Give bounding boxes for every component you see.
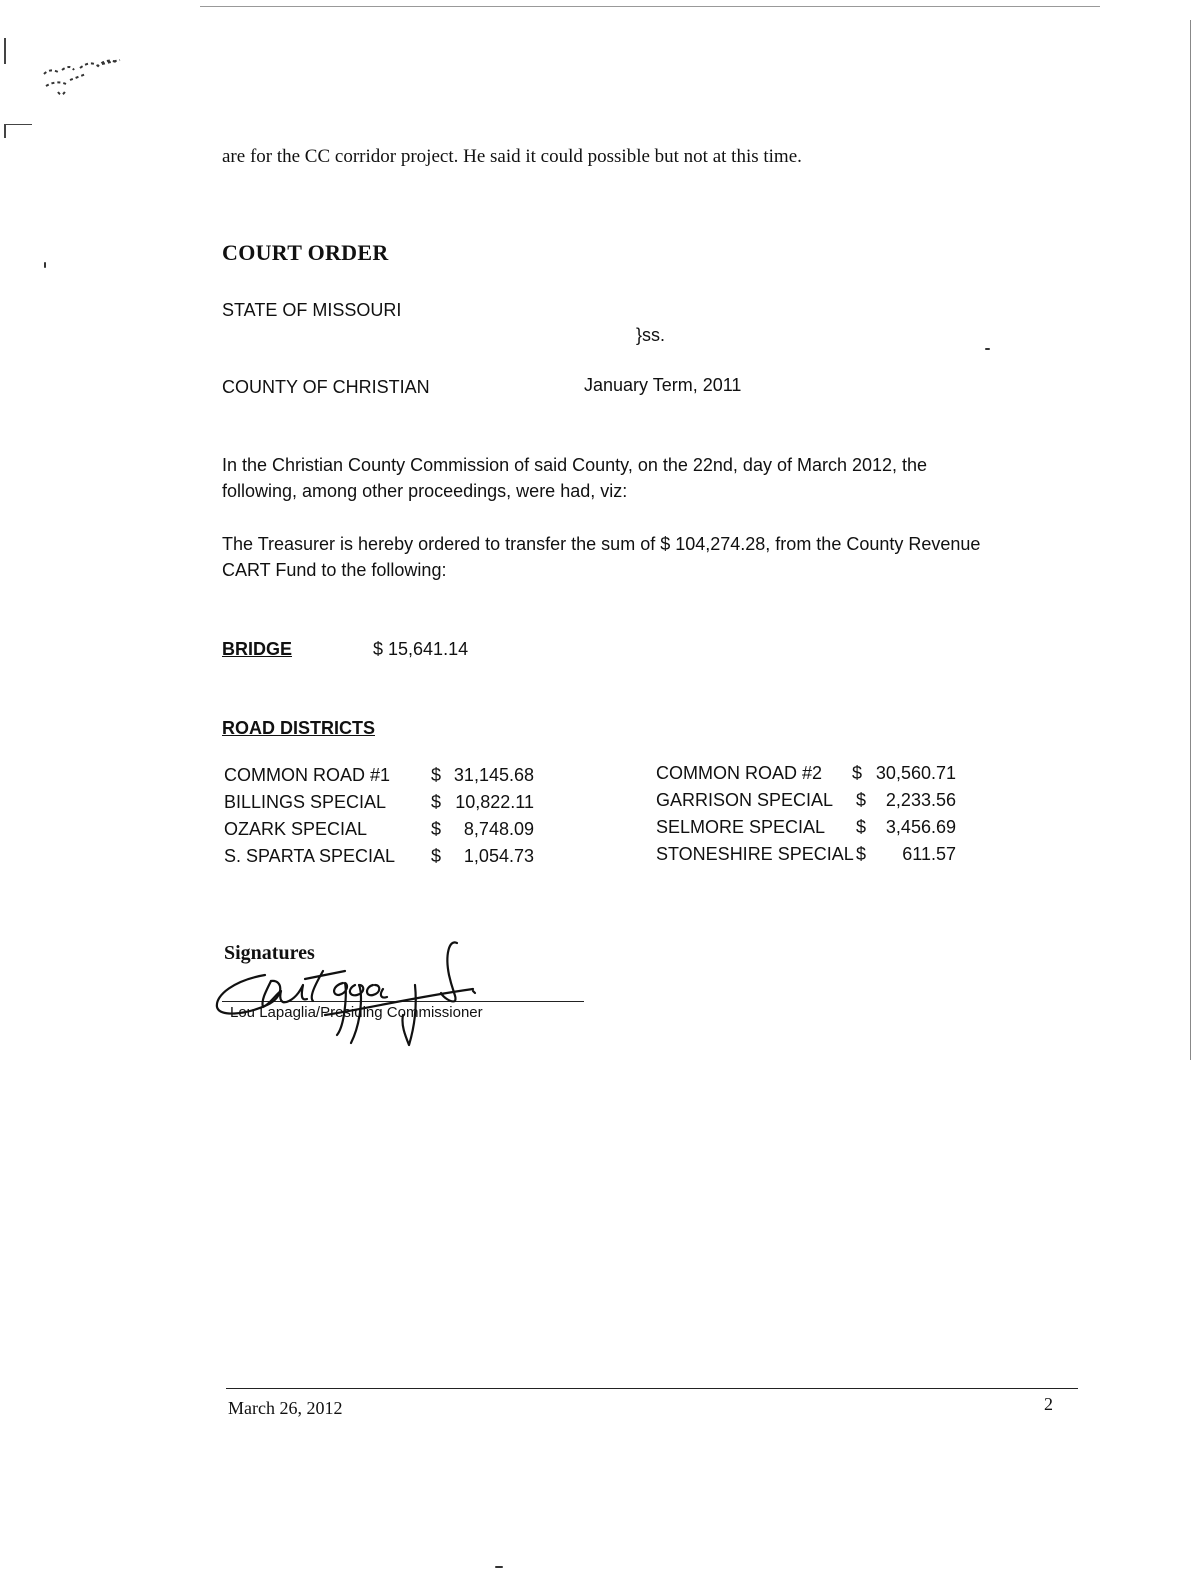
road-name: S. SPARTA SPECIAL bbox=[224, 846, 396, 866]
road-row bbox=[224, 792, 544, 818]
road-amount: 30,560.71 bbox=[875, 763, 956, 783]
road-name: SELMORE SPECIAL bbox=[656, 817, 826, 837]
signer-name: Lou Lapaglia/Presiding Commissioner bbox=[230, 1004, 483, 1021]
road-name: OZARK SPECIAL bbox=[224, 819, 368, 839]
state-caption: STATE OF MISSOURI bbox=[222, 300, 402, 320]
road-amount: 2,233.56 bbox=[885, 790, 956, 810]
dollar-sign: $ bbox=[856, 844, 867, 864]
road-row bbox=[224, 765, 544, 791]
scan-speck bbox=[495, 1566, 503, 1568]
scan-edge-mark bbox=[4, 38, 6, 64]
road-row bbox=[656, 763, 976, 789]
dollar-sign: $ bbox=[856, 817, 867, 837]
road-row bbox=[656, 817, 976, 843]
page-top-edge bbox=[200, 6, 1100, 7]
road-amount: 611.57 bbox=[902, 844, 956, 864]
dollar-sign: $ bbox=[856, 790, 867, 810]
footer-rule bbox=[226, 1388, 1078, 1389]
scan-scribble-mark bbox=[40, 52, 150, 102]
dollar-sign: $ bbox=[431, 765, 442, 785]
dollar-sign: $ bbox=[431, 792, 442, 812]
road-amount: 31,145.68 bbox=[453, 765, 534, 785]
proceedings-line-2: following, among other proceedings, were had, viz: bbox=[222, 481, 628, 501]
dollar-sign: $ bbox=[852, 763, 863, 783]
proceedings-line-1: In the Christian County Commission of said County, on the 22nd, day of March 2012, the bbox=[222, 455, 928, 475]
county-caption: COUNTY OF CHRISTIAN bbox=[222, 377, 430, 397]
term-caption: January Term, 2011 bbox=[584, 375, 742, 395]
bridge-amount: $ 15,641.14 bbox=[373, 639, 469, 659]
road-row bbox=[656, 844, 976, 870]
road-amount: 10,822.11 bbox=[455, 792, 534, 812]
road-districts-label: ROAD DISTRICTS bbox=[222, 718, 375, 738]
scan-edge-mark bbox=[6, 124, 32, 125]
road-name: STONESHIRE SPECIAL bbox=[656, 844, 854, 864]
road-name: BILLINGS SPECIAL bbox=[224, 792, 387, 812]
road-name: COMMON ROAD #2 bbox=[656, 763, 823, 783]
scan-speck bbox=[44, 262, 46, 268]
dollar-sign: $ bbox=[431, 846, 442, 866]
dollar-sign: $ bbox=[431, 819, 442, 839]
scan-speck bbox=[985, 348, 990, 350]
scan-edge-mark bbox=[4, 124, 6, 138]
court-order-heading: COURT ORDER bbox=[222, 240, 389, 265]
page-number: 2 bbox=[1044, 1394, 1053, 1414]
bridge-label: BRIDGE bbox=[222, 639, 293, 659]
road-amount: 3,456.69 bbox=[885, 817, 956, 837]
road-name: GARRISON SPECIAL bbox=[656, 790, 834, 810]
ss-caption: }ss. bbox=[636, 325, 666, 345]
transfer-line-1: The Treasurer is hereby ordered to transfer the sum of $ 104,274.28, from the County Revenue bbox=[222, 534, 981, 554]
road-amount: 8,748.09 bbox=[463, 819, 534, 839]
footer-date: March 26, 2012 bbox=[228, 1398, 343, 1418]
handwritten-signature bbox=[205, 935, 505, 1055]
page-right-edge bbox=[1190, 20, 1191, 1060]
intro-line: are for the CC corridor project. He said it could possible but not at this time. bbox=[222, 146, 802, 167]
transfer-line-2: CART Fund to the following: bbox=[222, 560, 447, 580]
road-row bbox=[224, 846, 544, 872]
road-row bbox=[224, 819, 544, 845]
road-row bbox=[656, 790, 976, 816]
road-name: COMMON ROAD #1 bbox=[224, 765, 391, 785]
signatures-heading: Signatures bbox=[224, 942, 315, 964]
road-amount: 1,054.73 bbox=[463, 846, 534, 866]
